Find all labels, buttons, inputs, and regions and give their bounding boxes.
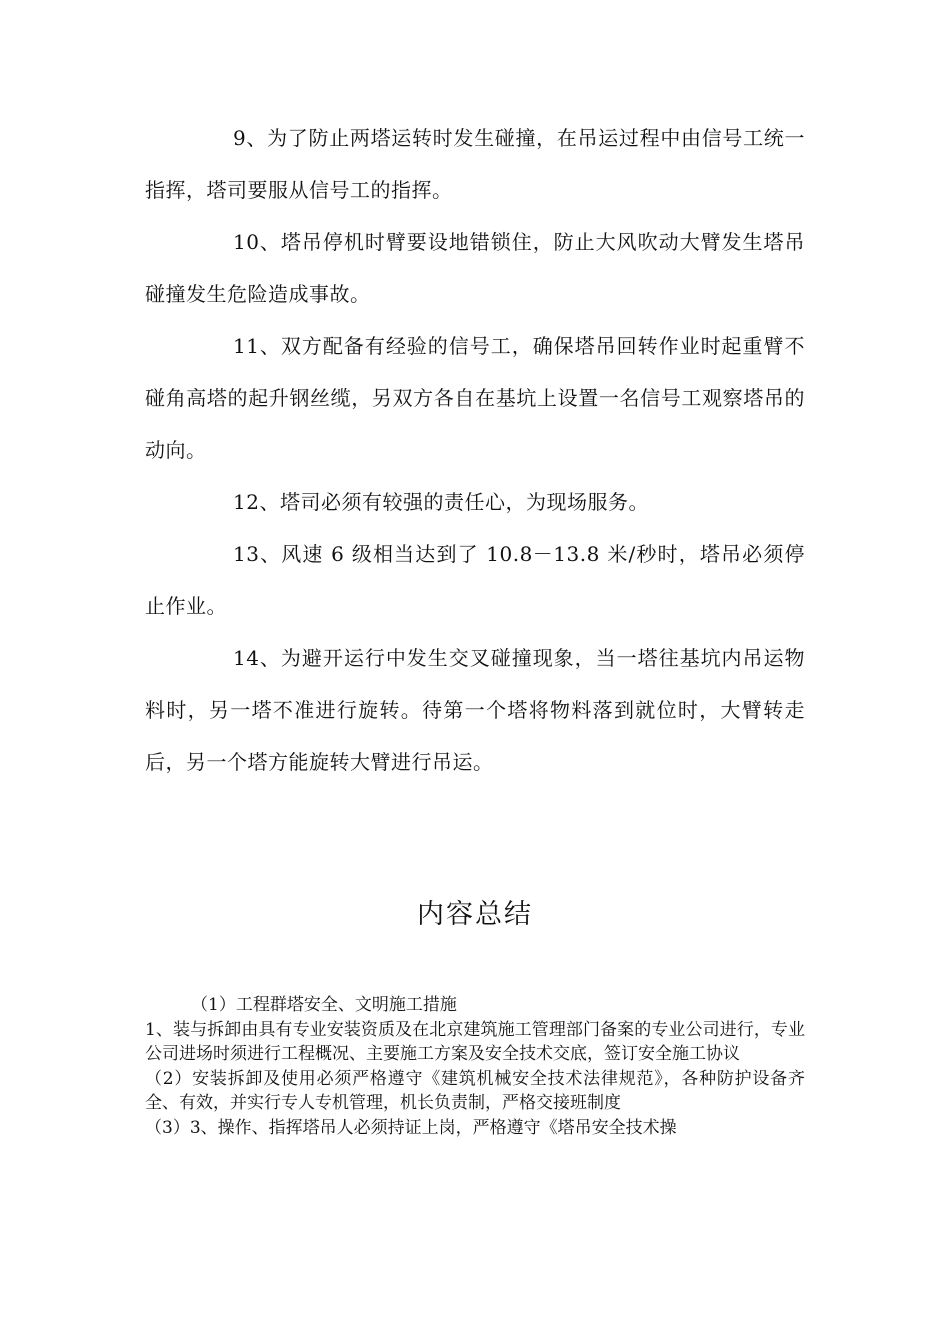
summary-section — [145, 993, 805, 1140]
summary-title: 内容总结 — [417, 899, 533, 930]
rule-item-11: 11、双方配备有经验的信号工，确保塔吊回转作业时起重臂不碰角高塔的起升钢丝缆，另双方各自在基坑上设置一名信号工观察塔吊的动向。 — [145, 334, 805, 462]
rules-section — [145, 112, 805, 788]
rule-item-9: 9、为了防止两塔运转时发生碰撞，在吊运过程中由信号工统一指挥，塔司要服从信号工的指挥。 — [145, 126, 805, 202]
rule-item-14: 14、为避开运行中发生交叉碰撞现象，当一塔往基坑内吊运物料时，另一塔不准进行旋转。待第一个塔将物料落到就位时，大臂转走后，另一个塔方能旋转大臂进行吊运。 — [145, 646, 805, 774]
summary-line-3: （2）安装拆卸及使用必须严格遵守《建筑机械安全技术法律规范》，各种防护设备齐全、有效，并实行专人专机管理，机长负责制，严格交接班制度 — [145, 1068, 805, 1113]
summary-line-2: 1、装与拆卸由具有专业安装资质及在北京建筑施工管理部门备案的专业公司进行，专业公司进场时须进行工程概况、主要施工方案及安全技术交底，签订安全施工协议 — [145, 1019, 805, 1064]
rule-item-13: 13、风速 6 级相当达到了 10.8－13.8 米/秒时，塔吊必须停止作业。 — [145, 542, 805, 618]
summary-line-1: （1）工程群塔安全、文明施工措施 — [191, 995, 457, 1015]
rule-item-10: 10、塔吊停机时臂要设地错锁住，防止大风吹动大臂发生塔吊碰撞发生危险造成事故。 — [145, 230, 805, 306]
summary-line-4: （3）3、操作、指挥塔吊人必须持证上岗，严格遵守《塔吊安全技术操 — [145, 1117, 677, 1138]
rule-item-12: 12、塔司必须有较强的责任心，为现场服务。 — [233, 490, 649, 514]
